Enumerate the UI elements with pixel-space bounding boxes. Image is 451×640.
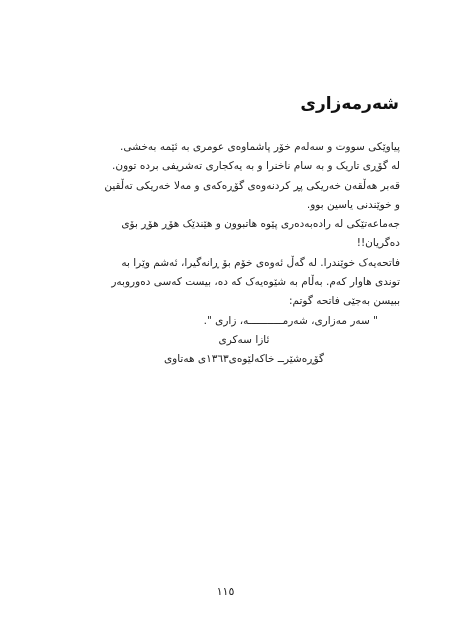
quote-line: " سەر مەزاری، شەرمـــــــــــە، زاری ".: [203, 314, 378, 327]
text-line: ببیسن بەجێی فاتحە گوتم:: [288, 295, 400, 308]
text-line: دەگریان!!: [356, 237, 400, 250]
signature-place-date: گۆڕەشێرــ خاکەلێوەی١٣٦٣ی هەتاوی: [163, 353, 325, 366]
signature-name: ئازا سەکری: [218, 333, 270, 346]
text-line: جەماعەتێکی لە رادەبەدەری پێوە هاتبوون و هێندێک هۆڕ هۆڕ بۆی: [121, 218, 400, 231]
page-number: ١١٥: [216, 585, 235, 598]
text-line: لە گۆڕی تاریک و بە سام ناخنرا و بە یەکجاری تەشریفی بردە توون.: [112, 160, 400, 173]
page-title: شەرمەزاری: [300, 94, 399, 114]
text-line: قەبر هەڵقەن خەریکی پڕ کردنەوەی گۆڕەکەی و مەلا خەریکی تەڵقین: [104, 179, 400, 192]
text-line: پیاوێکی سووت و سەلەم خۆر پاشماوەی عومری بە ئێمە بەخشی.: [119, 141, 400, 153]
text-line: و خوێندنی یاسین بوو.: [306, 198, 400, 211]
text-line: فاتحەیەک خوێندرا. لە گەڵ ئەوەی خۆم بۆ ڕانەگیرا، ئەشم وێرا بە: [121, 256, 400, 269]
text-line: توندی هاوار کەم. بەڵام بە شێوەیەک کە دە، بیست کەسی دەوروبەر: [111, 276, 400, 289]
body-text: [48, 138, 400, 370]
